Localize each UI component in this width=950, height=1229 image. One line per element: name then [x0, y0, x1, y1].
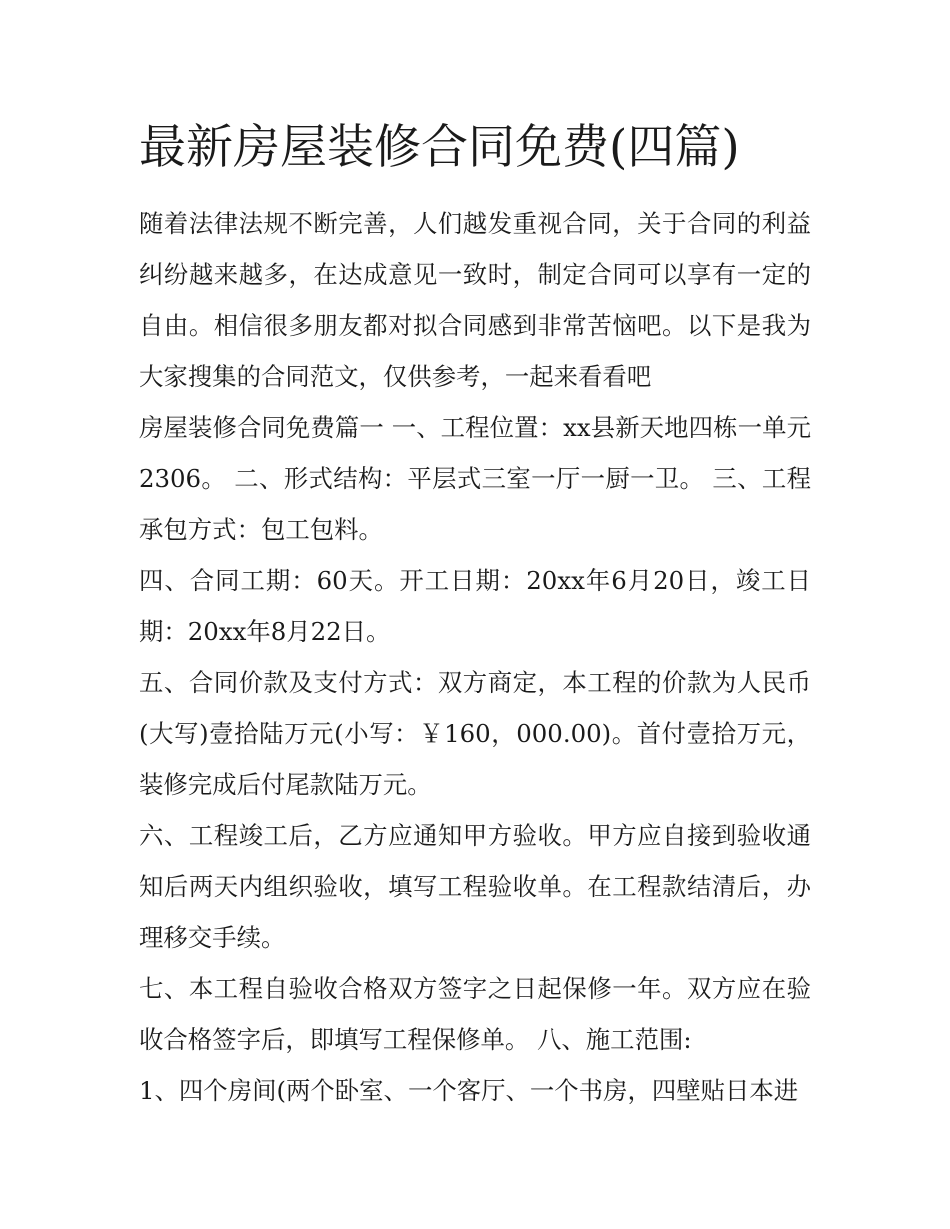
document-title: 最新房屋装修合同免费(四篇)	[139, 120, 740, 175]
paragraph-section-1: 房屋装修合同免费篇一 一、工程位置：xx县新天地四栋一单元2306。 二、形式结构：平层式三室一厅一厨一卫。 三、工程承包方式：包工包料。	[139, 413, 811, 544]
paragraph-section-4: 四、合同工期：60天。开工日期：20xx年6月20日，竣工日期：20xx年8月22日。	[139, 566, 811, 646]
document-body	[139, 112, 811, 1116]
paragraph-section-6: 六、工程竣工后，乙方应通知甲方验收。甲方应自接到验收通知后两天内组织验收，填写工程验收单。在工程款结清后，办理移交手续。	[139, 821, 811, 952]
paragraph-section-5: 五、合同价款及支付方式：双方商定，本工程的价款为人民币(大写)壹拾陆万元(小写：￥160，000.00)。首付壹拾万元，装修完成后付尾款陆万元。	[139, 668, 811, 799]
paragraph-scope-item-1: 1、四个房间(两个卧室、一个客厅、一个书房，四壁贴日本进	[139, 1076, 799, 1105]
paragraph-section-7: 七、本工程自验收合格双方签字之日起保修一年。双方应在验收合格签字后，即填写工程保修单。 八、施工范围:	[139, 974, 811, 1054]
paragraph-intro: 随着法律法规不断完善，人们越发重视合同，关于合同的利益纠纷越来越多，在达成意见一致时，制定合同可以享有一定的自由。相信很多朋友都对拟合同感到非常苦恼吧。以下是我为大家搜集的合同范文，仅供参考，一起来看看吧	[139, 209, 811, 391]
